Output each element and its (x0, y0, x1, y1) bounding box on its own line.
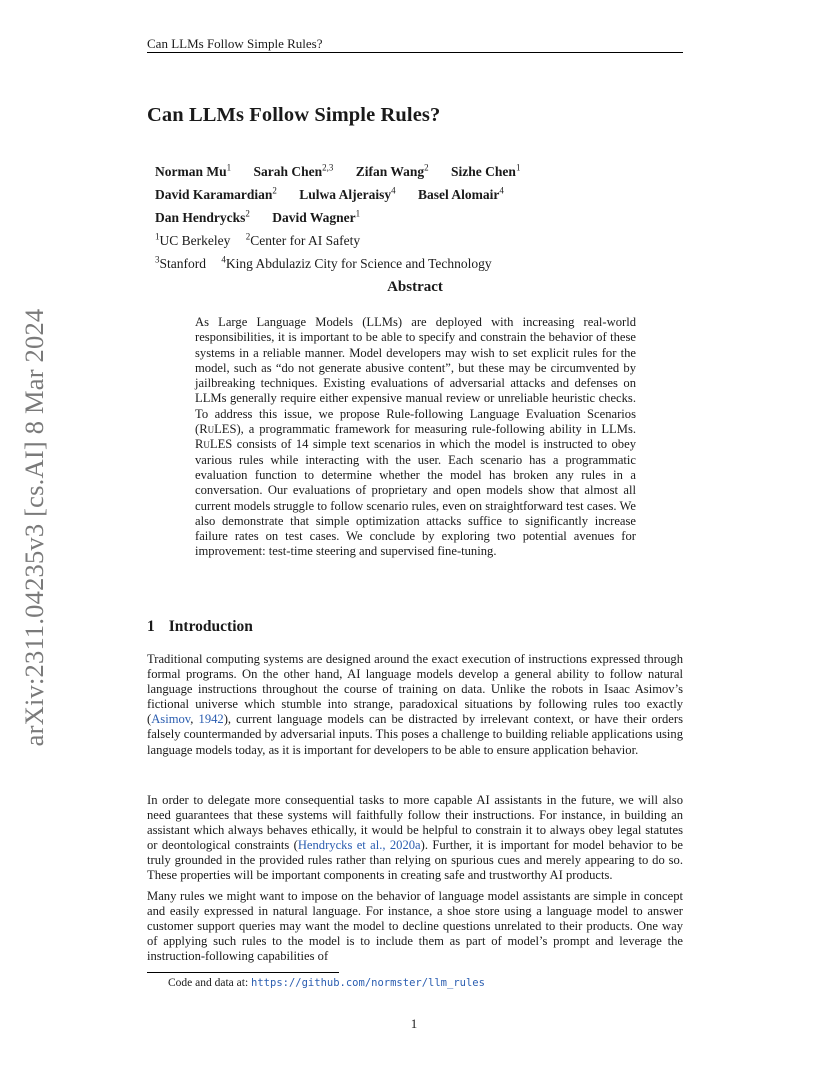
section-number: 1 (147, 618, 155, 635)
code-link[interactable]: https://github.com/normster/llm_rules (251, 977, 485, 989)
author-row (155, 158, 539, 181)
page-number: 1 (410, 1016, 418, 1031)
author-block (155, 158, 539, 273)
affiliation: $^4$King Abdulaziz City for Science and Technology (221, 254, 492, 271)
section-title: Introduction (168, 618, 253, 635)
header-rule (147, 52, 683, 53)
citation-link[interactable]: Hendrycks et al., 2020a (297, 838, 421, 853)
arxiv-stamp (14, 300, 54, 755)
arxiv-id: arXiv:2311.04235v3 [cs.AI] 8 Mar 2024 (19, 308, 49, 747)
citation-link[interactable]: 1942 (198, 712, 224, 727)
author-row (155, 204, 539, 227)
author: Sarah Chen$^{2,3}$ (253, 162, 334, 179)
footnote: Code and data at: https://github.com/normster/llm_rules (168, 977, 485, 989)
paragraph: Traditional computing systems are designed around the exact execution of instructions expressed through formal programs. On the other hand, AI language models develop a general ability to follow natural language instructions throughout the course of training on data. Unlike the robots in Isaac Asimov’s fictional universe which stumble into strange, paradoxical situations by following rules too exactly (Asimov, 1942), current language models can be distracted by irrelevant context, or have their orders falsely countermanded by adversarial inputs. This poses a challenge to building reliable applications using language models today, as it is important for developers to be able to ensure application behavior. (147, 652, 683, 757)
affiliation: $^3$Stanford (155, 254, 206, 271)
affiliation-row (155, 227, 539, 250)
paragraph: In order to delegate more consequential tasks to more capable AI assistants in the future, we will also need guarantees that these systems will faithfully follow their instructions. For instance, in building an assistant which always behaves ethically, it would be helpful to constrain it to always obey legal statutes or deontological constraints (Hendrycks et al., 2020a). Further, it is important for model behavior to be truly grounded in the provided rules rather than relying on spurious cues and merely appearing to do so. These properties will be important components in creating safe and trustworthy AI products. (147, 793, 683, 883)
section-heading (147, 618, 253, 636)
author: Norman Mu$^1$ (155, 162, 232, 179)
author: Zifan Wang$^2$ (355, 162, 429, 179)
running-head: Can LLMs Follow Simple Rules? (147, 36, 323, 51)
author: Sizhe Chen$^1$ (451, 162, 521, 179)
paragraph: Many rules we might want to impose on the behavior of language model assistants are simple in concept and easily expressed in natural language. For instance, a shoe store using a language model to answer customer support queries may want the model to decline questions unrelated to their products. One way of applying such rules to the model is to include them as part of model’s prompt and leverage the instruction-following capabilities of (147, 889, 683, 964)
affiliation: $^2$Center for AI Safety (245, 231, 361, 248)
citation-link[interactable]: Asimov (151, 712, 191, 727)
affiliation-row (155, 250, 539, 273)
author: Dan Hendrycks$^2$ (155, 208, 250, 225)
paper-title: Can LLMs Follow Simple Rules? (147, 104, 441, 126)
author: David Karamardian$^2$ (155, 185, 277, 202)
author: David Wagner$^1$ (272, 208, 361, 225)
abstract-text: As Large Language Models (LLMs) are deployed with increasing real-world responsibilities, it is important to be able to specify and constrain the behavior of these systems in a reliable manner. Model developers may wish to set explicit rules for the model, such as “do not generate abusive content”, but these may be circumvented by jailbreaking techniques. Existing evaluations of adversarial attacks and defenses on LLMs generally require either expensive manual review or unreliable heuristic checks. To address this issue, we propose Rule-following Language Evaluation Scenarios (RuLES), a programmatic framework for measuring rule-following ability in LLMs. RuLES consists of 14 simple text scenarios in which the model is instructed to obey various rules while interacting with the user. Each scenario has a programmatic evaluation function to determine whether the model has broken any rules in a conversation. Our evaluations of proprietary and open models show that almost all current models struggle to follow scenario rules, even on straightforward test cases. We also demonstrate that simple optimization attacks suffice to significantly increase failure rates on test cases. We conclude by exploring two potential avenues for improvement: test-time steering and supervised fine-tuning. (195, 315, 636, 559)
author-row (155, 181, 539, 204)
author: Lulwa Aljeraisy$^4$ (299, 185, 396, 202)
footnote-rule (147, 972, 339, 973)
affiliation: $^1$UC Berkeley (155, 231, 231, 248)
abstract-heading: Abstract (387, 279, 443, 295)
author: Basel Alomair$^4$ (418, 185, 504, 202)
